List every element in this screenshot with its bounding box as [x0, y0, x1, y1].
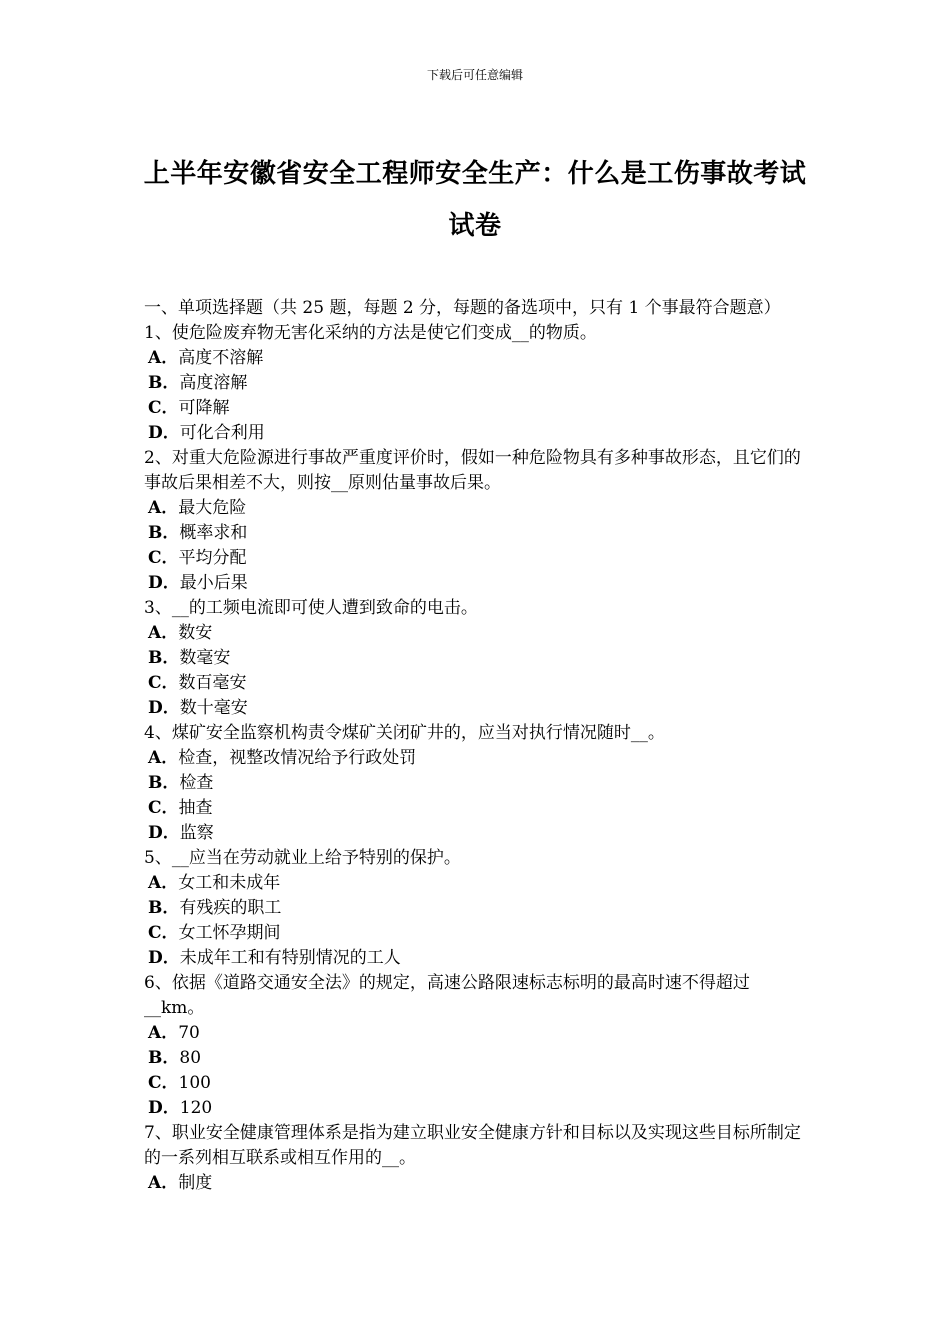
option-text: 80 — [179, 1048, 202, 1068]
option-text: 高度溶解 — [179, 373, 248, 393]
question-item — [144, 721, 808, 846]
answer-option — [144, 821, 808, 846]
question-item — [144, 1121, 808, 1196]
option-letter: C． — [148, 1073, 179, 1093]
answer-option — [144, 1071, 808, 1096]
section-heading: 一、单项选择题（共 25 题，每题 2 分，每题的备选项中，只有 1 个事最符合题意） — [144, 298, 781, 318]
answer-option — [144, 571, 808, 596]
option-text: 可降解 — [178, 398, 230, 418]
answer-option — [144, 621, 808, 646]
option-text: 70 — [178, 1023, 200, 1043]
option-text: 可化合利用 — [179, 423, 265, 443]
option-letter: C． — [148, 673, 179, 693]
question-stem: 1、使危险废弃物无害化采纳的方法是使它们变成__的物质。 — [144, 323, 597, 343]
question-stem: 4、煤矿安全监察机构责令煤矿关闭矿井的，应当对执行情况随时__。 — [144, 723, 665, 743]
answer-option — [144, 921, 808, 946]
question-item — [144, 321, 808, 446]
option-letter: A． — [148, 748, 179, 768]
answer-option — [144, 546, 808, 571]
answer-option — [144, 946, 808, 971]
answer-option — [144, 646, 808, 671]
question-item — [144, 846, 808, 971]
option-text: 高度不溶解 — [178, 348, 264, 368]
option-text: 数十毫安 — [179, 698, 248, 718]
option-text: 有残疾的职工 — [179, 898, 282, 918]
option-text: 抽查 — [178, 798, 213, 818]
document-title: 上半年安徽省安全工程师安全生产：什么是工伤事故考试试卷 — [143, 159, 807, 241]
question-item — [144, 596, 808, 721]
question-list — [144, 321, 808, 1196]
page-header-note: 下载后可任意编辑 — [426, 68, 523, 82]
option-text: 检查 — [179, 773, 214, 793]
option-text: 未成年工和有特别情况的工人 — [179, 948, 401, 968]
answer-option — [144, 1021, 808, 1046]
option-letter: C． — [148, 798, 179, 818]
question-item — [144, 446, 808, 596]
option-letter: D． — [148, 423, 180, 443]
answer-option — [144, 346, 808, 371]
option-letter: B． — [148, 648, 180, 668]
option-text: 数安 — [178, 623, 213, 643]
option-letter: D． — [148, 823, 180, 843]
option-letter: B． — [148, 373, 180, 393]
answer-option — [144, 871, 808, 896]
option-text: 最大危险 — [178, 498, 247, 518]
option-letter: B． — [148, 523, 180, 543]
option-text: 平均分配 — [178, 548, 247, 568]
question-stem: 6、依据《道路交通安全法》的规定，高速公路限速标志标明的最高时速不得超过__km。 — [144, 973, 750, 1018]
option-letter: D． — [148, 948, 180, 968]
option-letter: D． — [148, 698, 180, 718]
answer-option — [144, 1096, 808, 1121]
exam-content — [144, 296, 808, 1196]
answer-option — [144, 1171, 808, 1196]
option-text: 100 — [178, 1073, 211, 1093]
option-letter: B． — [148, 1048, 180, 1068]
option-text: 120 — [179, 1098, 213, 1118]
option-text: 女工和未成年 — [178, 873, 281, 893]
question-stem: 3、__的工频电流即可使人遭到致命的电击。 — [144, 598, 478, 618]
question-stem: 7、职业安全健康管理体系是指为建立职业安全健康方针和目标以及实现这些目标所制定的一系列相互联系或相互作用的__。 — [144, 1123, 801, 1168]
option-text: 概率求和 — [179, 523, 248, 543]
question-item — [144, 971, 808, 1121]
answer-option — [144, 521, 808, 546]
option-text: 检查，视整改情况给予行政处罚 — [178, 748, 417, 768]
question-stem: 5、__应当在劳动就业上给予特别的保护。 — [144, 848, 461, 868]
option-letter: C． — [148, 548, 179, 568]
answer-option — [144, 771, 808, 796]
answer-option — [144, 1046, 808, 1071]
option-letter: D． — [148, 1098, 180, 1118]
answer-option — [144, 896, 808, 921]
option-letter: D． — [148, 573, 180, 593]
answer-option — [144, 396, 808, 421]
option-text: 数百毫安 — [178, 673, 247, 693]
option-text: 数毫安 — [179, 648, 231, 668]
option-text: 制度 — [178, 1173, 213, 1193]
answer-option — [144, 796, 808, 821]
answer-option — [144, 421, 808, 446]
option-letter: A． — [148, 623, 179, 643]
option-letter: B． — [148, 898, 180, 918]
answer-option — [144, 696, 808, 721]
option-letter: A． — [148, 1173, 179, 1193]
option-text: 监察 — [179, 823, 214, 843]
answer-option — [144, 671, 808, 696]
option-letter: A． — [148, 873, 179, 893]
answer-option — [144, 746, 808, 771]
option-letter: C． — [148, 398, 179, 418]
question-stem: 2、对重大危险源进行事故严重度评价时，假如一种危险物具有多种事故形态，且它们的事故后果相差不大，则按__原则估量事故后果。 — [144, 448, 801, 493]
option-text: 最小后果 — [179, 573, 248, 593]
answer-option — [144, 496, 808, 521]
option-letter: A． — [148, 348, 179, 368]
option-text: 女工怀孕期间 — [178, 923, 281, 943]
option-letter: A． — [148, 1023, 179, 1043]
option-letter: B． — [148, 773, 180, 793]
option-letter: A． — [148, 498, 179, 518]
option-letter: C． — [148, 923, 179, 943]
answer-option — [144, 371, 808, 396]
